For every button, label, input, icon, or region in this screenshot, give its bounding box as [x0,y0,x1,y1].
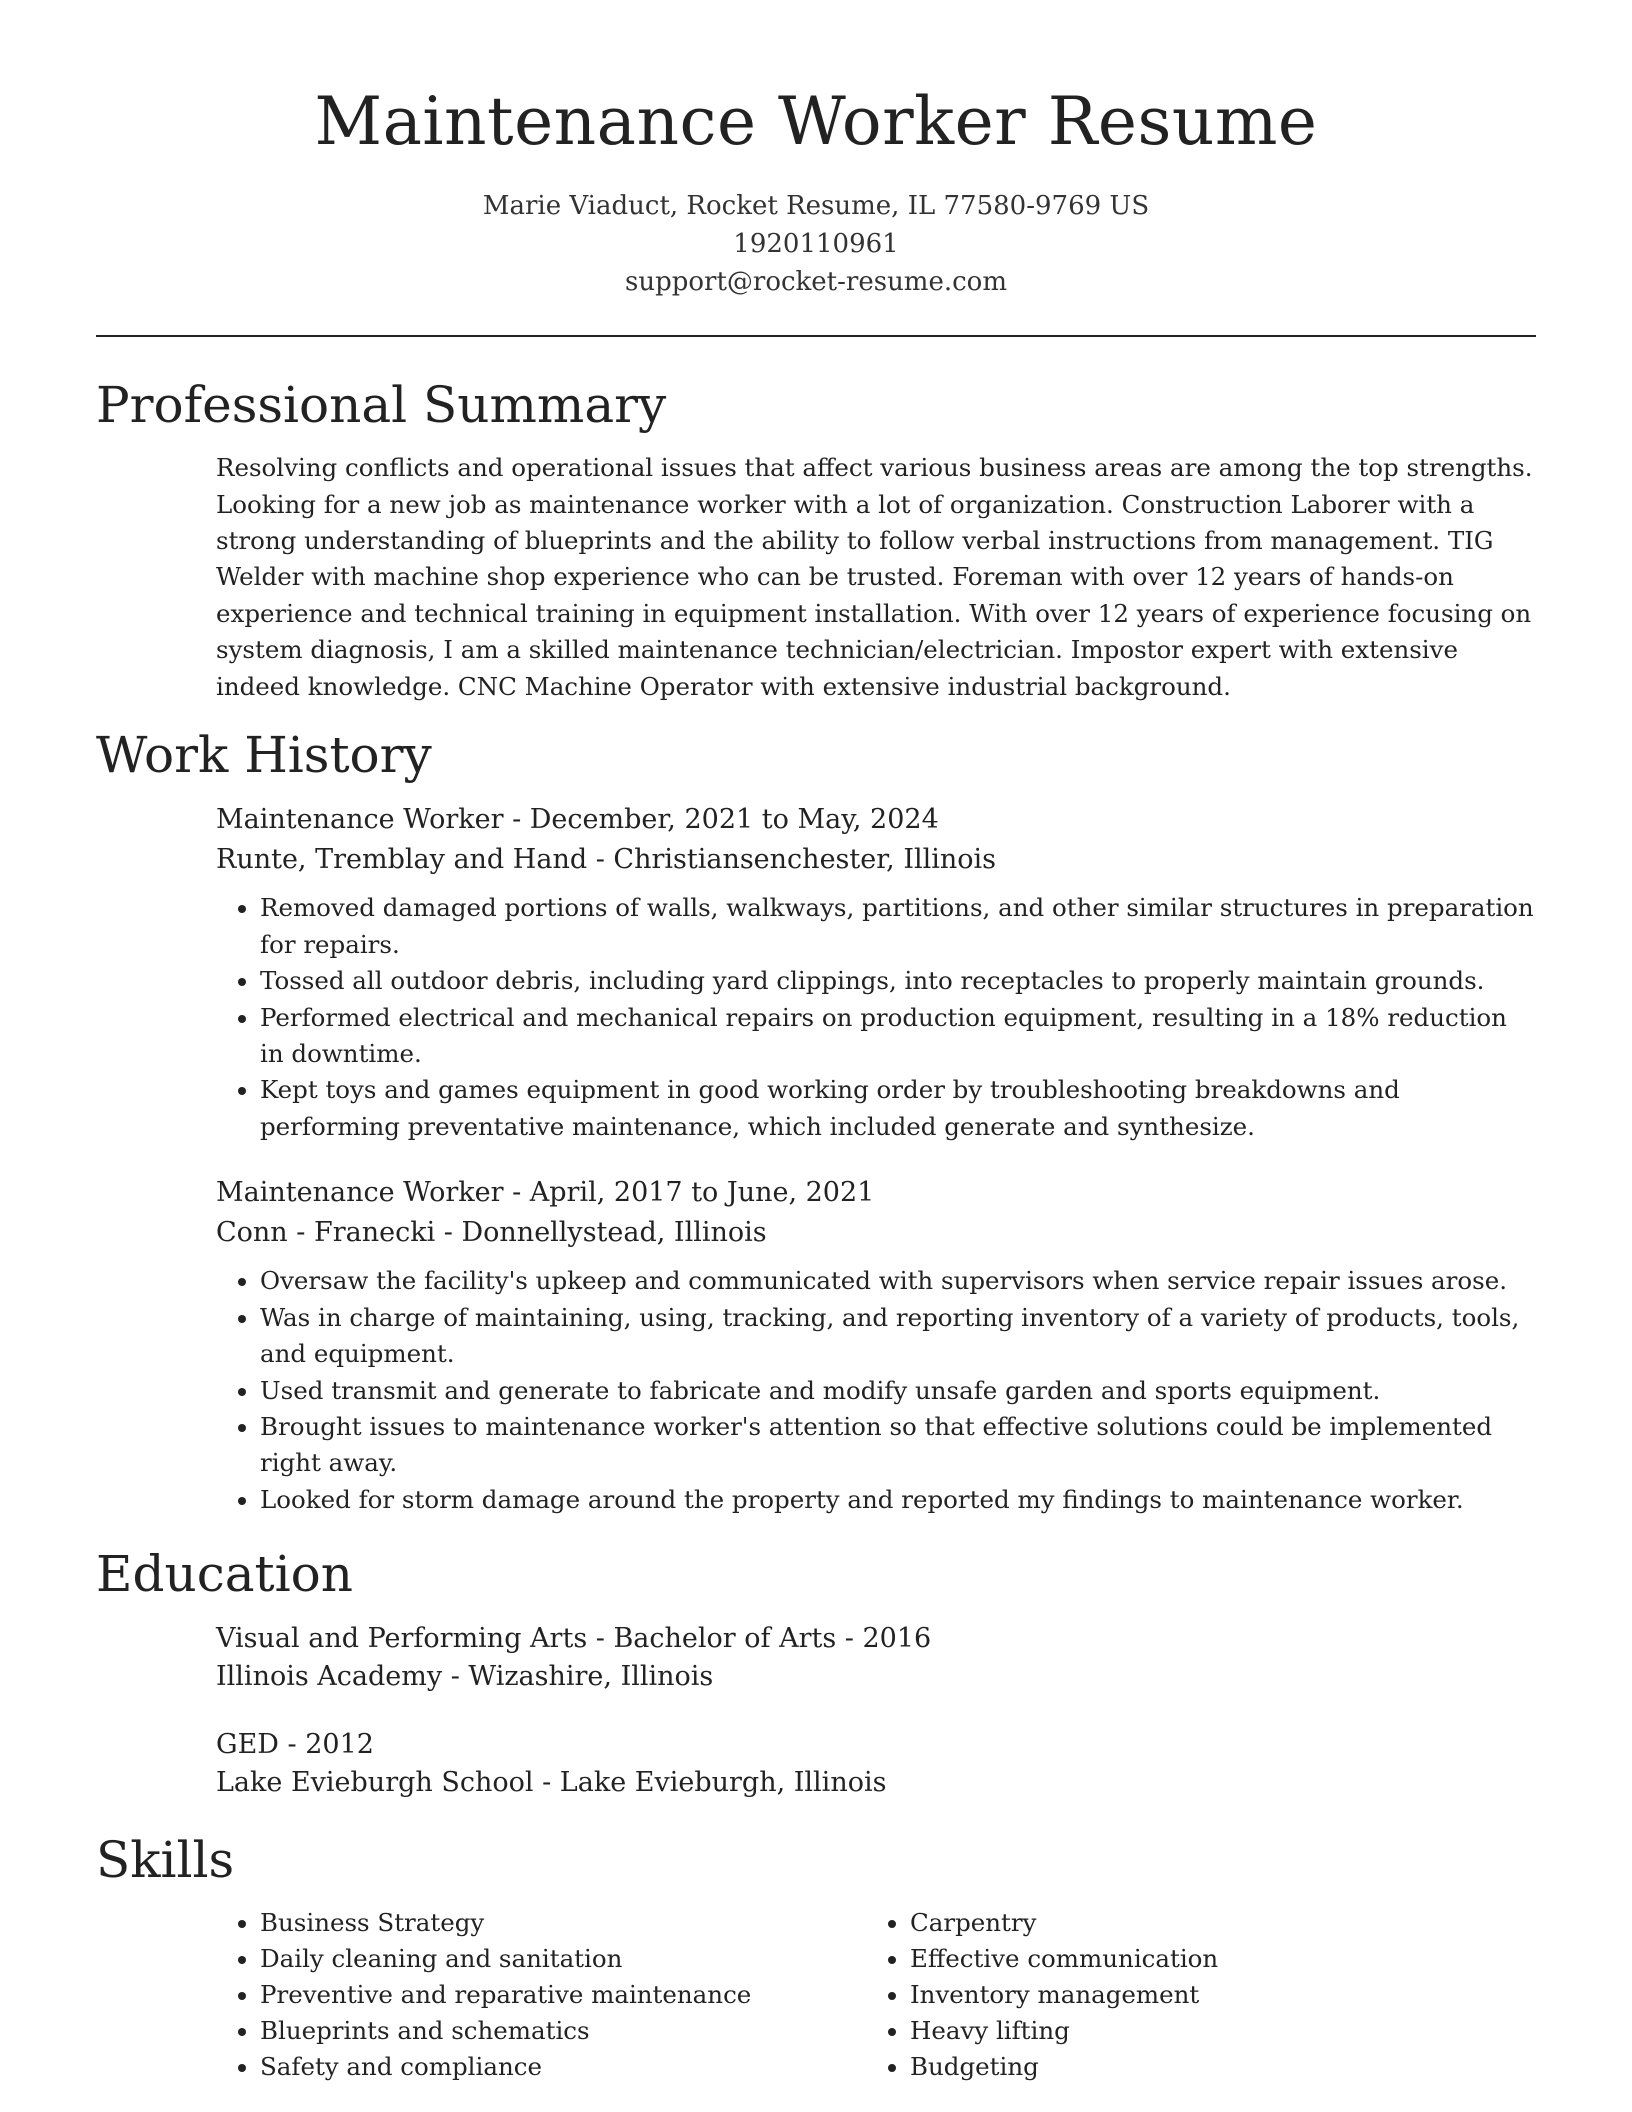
job-company-line [216,840,1536,880]
school-location: - Wizashire, Illinois [442,1660,714,1692]
school-line [216,1658,1536,1696]
list-item: • Blueprints and schematics [260,2013,866,2049]
resume-title: Maintenance Worker Resume [314,83,1318,160]
list-item: • Budgeting [910,2049,1516,2085]
education-section [96,1620,1536,1802]
education-heading: Education [96,1545,353,1604]
list-item: • Kept toys and games equipment in good working order by troubleshooting breakdowns and performing preventative maintenance, which included generate and synthesize. [260,1072,1536,1145]
list-item: • Was in charge of maintaining, using, tracking, and reporting inventory of a variety of products, tools, and equipment. [260,1300,1536,1373]
school-location: - Lake Evieburgh, Illinois [533,1766,887,1798]
job-bullets [216,1263,1536,1518]
school-name: Illinois Academy [216,1660,443,1692]
skills-list-right [866,1905,1516,2085]
job-location: - Donnellystead, Illinois [435,1217,767,1249]
work-history-heading: Work History [96,725,432,784]
school-line [216,1764,1536,1802]
summary-text: Resolving conflicts and operational issues that affect various business areas are among the top strengths. Looking for a new job as maintenance worker with a lot of organization. Construction Laborer with a strong understanding of blueprints and the ability to follow verbal instructions from management. TIG Welder with machine shop experience who can be trusted. Foreman with over 12 years of hands-on experience and technical training in equipment installation. With over 12 years of experience focusing on system diagnosis, I am a skilled maintenance technician/electrician. Impostor expert with extensive indeed knowledge. CNC Machine Operator with extensive industrial background. [216,453,1533,701]
job-title: Maintenance Worker [216,1177,504,1209]
resume-header [96,0,1536,301]
list-item: • Preventive and reparative maintenance [260,1977,866,2013]
work-history-section [96,800,1536,1518]
job-company: Runte, Tremblay and Hand [216,844,588,876]
list-item: • Carpentry [910,1905,1516,1941]
list-item: • Daily cleaning and sanitation [260,1941,866,1977]
job-company-line [216,1213,1536,1253]
contact-address: Marie Viaduct, Rocket Resume, IL 77580-9769 US [482,190,1150,221]
job-bullets [216,890,1536,1145]
list-item: • Performed electrical and mechanical repairs on production equipment, resulting in a 18% reduction in downtime. [260,1000,1536,1073]
job-title-line [216,1173,1536,1213]
contact-email: support@rocket-resume.com [624,266,1007,297]
summary-heading: Professional Summary [96,375,667,434]
skills-heading: Skills [96,1830,235,1889]
list-item: • Heavy lifting [910,2013,1516,2049]
list-item: • Inventory management [910,1977,1516,2013]
job-title: Maintenance Worker [216,804,504,836]
degree-line: Visual and Performing Arts - Bachelor of Arts - 2016 [216,1622,932,1654]
skills-list-left [216,1905,866,2085]
summary-section [96,450,1536,705]
job-entry [216,800,1536,1145]
job-title-line [216,800,1536,840]
list-item: • Business Strategy [260,1905,866,1941]
list-item: • Oversaw the facility's upkeep and communicated with supervisors when service repair issues arose. [260,1263,1536,1299]
job-company: Conn - Franecki [216,1217,436,1249]
job-location: - Christiansenchester, Illinois [587,844,997,876]
list-item: • Used transmit and generate to fabricate and modify unsafe garden and sports equipment. [260,1373,1536,1409]
skills-section [96,1905,1536,2085]
list-item: • Removed damaged portions of walls, walkways, partitions, and other similar structures in preparation for repairs. [260,890,1536,963]
list-item: • Safety and compliance [260,2049,866,2085]
school-name: Lake Evieburgh School [216,1766,534,1798]
header-divider [96,335,1536,337]
education-entry [216,1620,1536,1696]
list-item: • Tossed all outdoor debris, including yard clippings, into receptacles to properly maintain grounds. [260,963,1536,999]
education-entry [216,1726,1536,1802]
job-dates: - April, 2017 to June, 2021 [503,1177,875,1209]
contact-phone: 1920110961 [733,228,899,259]
job-entry [216,1173,1536,1518]
list-item: • Looked for storm damage around the property and reported my findings to maintenance worker. [260,1482,1536,1518]
list-item: • Effective communication [910,1941,1516,1977]
job-dates: - December, 2021 to May, 2024 [503,804,939,836]
list-item: • Brought issues to maintenance worker's attention so that effective solutions could be implemented right away. [260,1409,1536,1482]
degree-line: GED - 2012 [216,1728,374,1760]
